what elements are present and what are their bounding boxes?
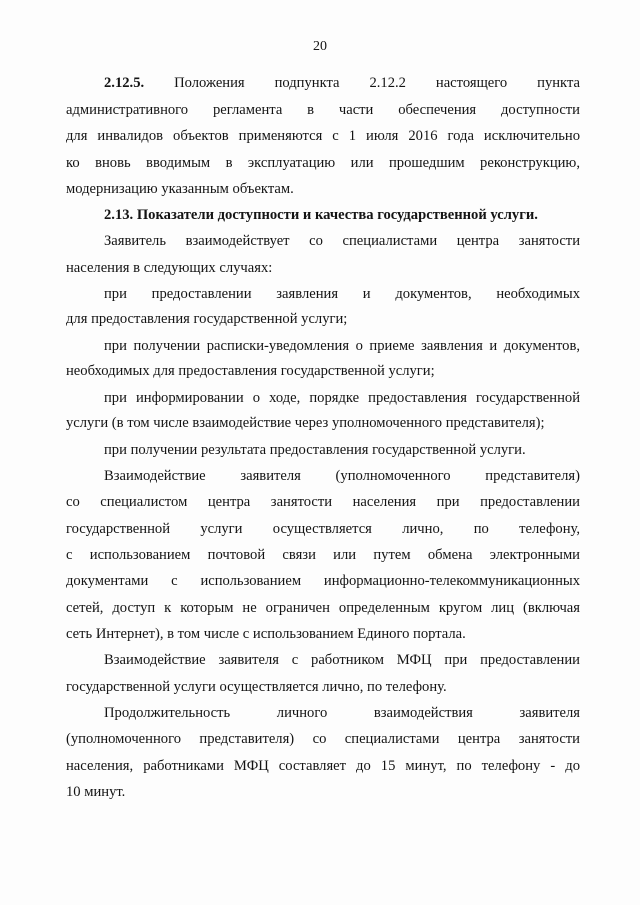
paragraph-line: ко вновь вводимым в эксплуатацию или прошедшим реконструкцию, bbox=[66, 155, 580, 171]
paragraph-line: Продолжительность личного взаимодействия заявителя bbox=[104, 705, 580, 721]
paragraph-line: сеть Интернет), в том числе с использованием Единого портала. bbox=[66, 626, 466, 642]
paragraph-line: населения в следующих случаях: bbox=[66, 260, 273, 276]
list-item-line: при информировании о ходе, порядке предоставления государственной bbox=[104, 390, 580, 406]
list-item-line: необходимых для предоставления государственной услуги; bbox=[66, 363, 435, 379]
page-number: 20 bbox=[313, 39, 327, 54]
section-label: 2.12.5. bbox=[104, 75, 145, 91]
paragraph-line: государственной услуги осуществляется лично, по телефону, bbox=[66, 521, 580, 537]
list-item-line: для предоставления государственной услуги; bbox=[66, 311, 348, 327]
paragraph-line: (уполномоченного представителя) со специалистами центра занятости bbox=[66, 731, 580, 747]
paragraph-line: 10 минут. bbox=[66, 784, 126, 800]
paragraph-line: с использованием почтовой связи или путем обмена электронными bbox=[66, 547, 580, 563]
paragraph-line: документами с использованием информационно-телекоммуникационных bbox=[66, 573, 580, 589]
paragraph-line: Взаимодействие заявителя (уполномоченного представителя) bbox=[104, 468, 580, 484]
paragraph-line: сетей, доступ к которым не ограничен определенным кругом лиц (включая bbox=[66, 600, 580, 616]
paragraph-line: государственной услуги осуществляется лично, по телефону. bbox=[66, 679, 447, 695]
list-item-line: услуги (в том числе взаимодействие через уполномоченного представителя); bbox=[66, 415, 545, 431]
list-item-line: при получении расписки-уведомления о приеме заявления и документов, bbox=[104, 338, 580, 354]
list-item-line: при предоставлении заявления и документов, необходимых bbox=[104, 286, 580, 302]
paragraph-line: модернизацию указанным объектам. bbox=[66, 181, 294, 197]
paragraph-line: со специалистом центра занятости населения при предоставлении bbox=[66, 494, 580, 510]
paragraph-line: для инвалидов объектов применяются с 1 июля 2016 года исключительно bbox=[66, 128, 580, 144]
text-span: Положения подпункта 2.12.2 настоящего пункта bbox=[174, 75, 580, 91]
section-heading: 2.13. Показатели доступности и качества государственной услуги. bbox=[104, 207, 538, 223]
paragraph-line: населения, работниками МФЦ составляет до 15 минут, по телефону - до bbox=[66, 758, 580, 774]
paragraph-line: Заявитель взаимодействует со специалистами центра занятости bbox=[104, 233, 580, 249]
paragraph-line: административного регламента в части обеспечения доступности bbox=[66, 102, 580, 118]
paragraph-line bbox=[104, 74, 580, 92]
paragraph-line: Взаимодействие заявителя с работником МФЦ при предоставлении bbox=[104, 652, 580, 668]
list-item-line: при получении результата предоставления государственной услуги. bbox=[104, 442, 526, 458]
